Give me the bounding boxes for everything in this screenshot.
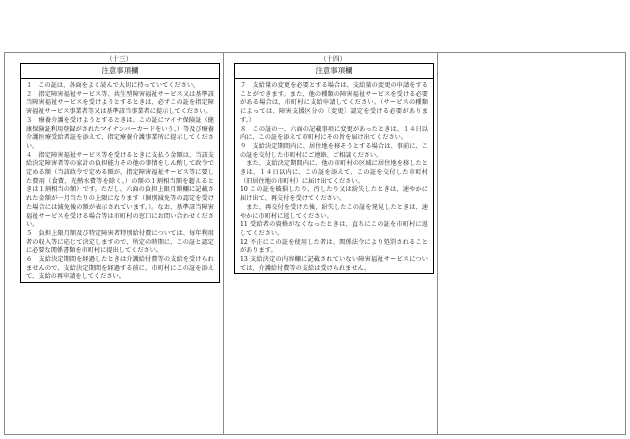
column-divider-left [223,52,224,435]
note-item: ４ 指定障害福祉サービス等を受けるときに支払う金額は、当該支給決定障害者等の家計の負担能力その他の事情をしん酌して政令で定める額（当該政令で定める額が、指定障害福祉サービス等に要した費用（食費、光熱水費等を除く。）の額の１割相当額を超えるときは１割相当の額）です。ただし、六面の負担上限月額欄に記載された金額が一月当たりの上限になります（個別減免等の認定を受けた場合には減免後の額が表示されています。）。なお、基準該当障害福祉サービスを受ける場合等は市町村の窓口にお問い合わせください。 [26,151,214,229]
note-item: ８ この証の一、六面の記載事項に変更があったときは、１４日以内に、この証を添えて市町村にその旨を届け出てください。 [240,125,428,142]
note-item: ３ 療養介護を受けようとするときは、この証にマイナ保険証（健康保険証利用登録がされたマイナンバーカードをいう。）等及び療養介護医療受給者証を添えて、指定療養介護事業所に提示してください。 [26,116,214,150]
note-item: ２ 指定障害福祉サービス等、共生型障害福祉サービス又は基準該当障害福祉サービスを受けようとするときは、必ずこの証を指定障害福祉サービス事業者等又は基準該当事業者に提示してください。 [26,90,214,116]
note-item: 13 支給決定の内容欄に記載されていない障害福祉サービスについては、介護給付費等の支給は受けられません。 [240,256,428,272]
notes-box-13 [20,63,220,283]
notes-body-14 [235,79,433,273]
notes-title-13: 注意事項欄 [21,64,219,79]
note-item: ９ 支給決定期間内に、居住地を移そうとする場合は、事前に、この証を交付した市町村にご連絡、ご相談ください。 [240,142,428,159]
notes-body-13 [21,79,219,282]
note-item: 12 不正にこの証を使用した者は、関係法令により処罰されることがあります。 [240,238,428,255]
note-item: また、支給決定期間内に、他の市町村の区域に居住地を移したときは、１４日以内に、この証を添えて、この証を交付した市町村（旧居住地の市町村）に届け出てください。 [240,160,428,185]
notes-title-14: 注意事項欄 [235,64,433,79]
column-divider-right [437,52,438,435]
note-item: ７ 支給量の変更を必要とする場合は、支給量の変更の申請をすることができます。また、他の種類の障害福祉サービスを受ける必要がある場合は、市町村に支給申請してください。（サービスの種類によっては、障害支援区分の〔変更〕認定を受ける必要があります。） [240,82,428,124]
note-item: １ この証は、各面をよく読んで大切に持っていてください。 [26,82,200,89]
note-item: 10 この証を破損したり、汚したり又は紛失したときは、速やかに届け出て、再交付を受けてください。 [240,186,428,203]
note-item: 11 受給者の資格がなくなったときは、直ちにこの証を市町村に返してください。 [240,221,428,237]
notes-box-14 [234,63,434,274]
note-item: ５ 負担上限月額及び特定障害者特別給付費については、毎年利用者の収入等に応じて決定しますので、所定の時期に、この証と認定に必要な関係書類を市町村に提出してください。 [26,229,214,255]
note-item: ６ 支給決定期間を経過したときは介護給付費等の支給を受けられませんので、支給決定期間を経過する前に、市町村にこの証を添えて、支給の再申請をしてください。 [26,256,214,281]
page-label-13: （十三） [105,55,133,63]
note-item: また、再交付を受けた後、紛失したこの証を発見したときは、速やかに市町村に返してください。 [240,203,428,220]
page-label-14: （十四） [319,55,347,63]
